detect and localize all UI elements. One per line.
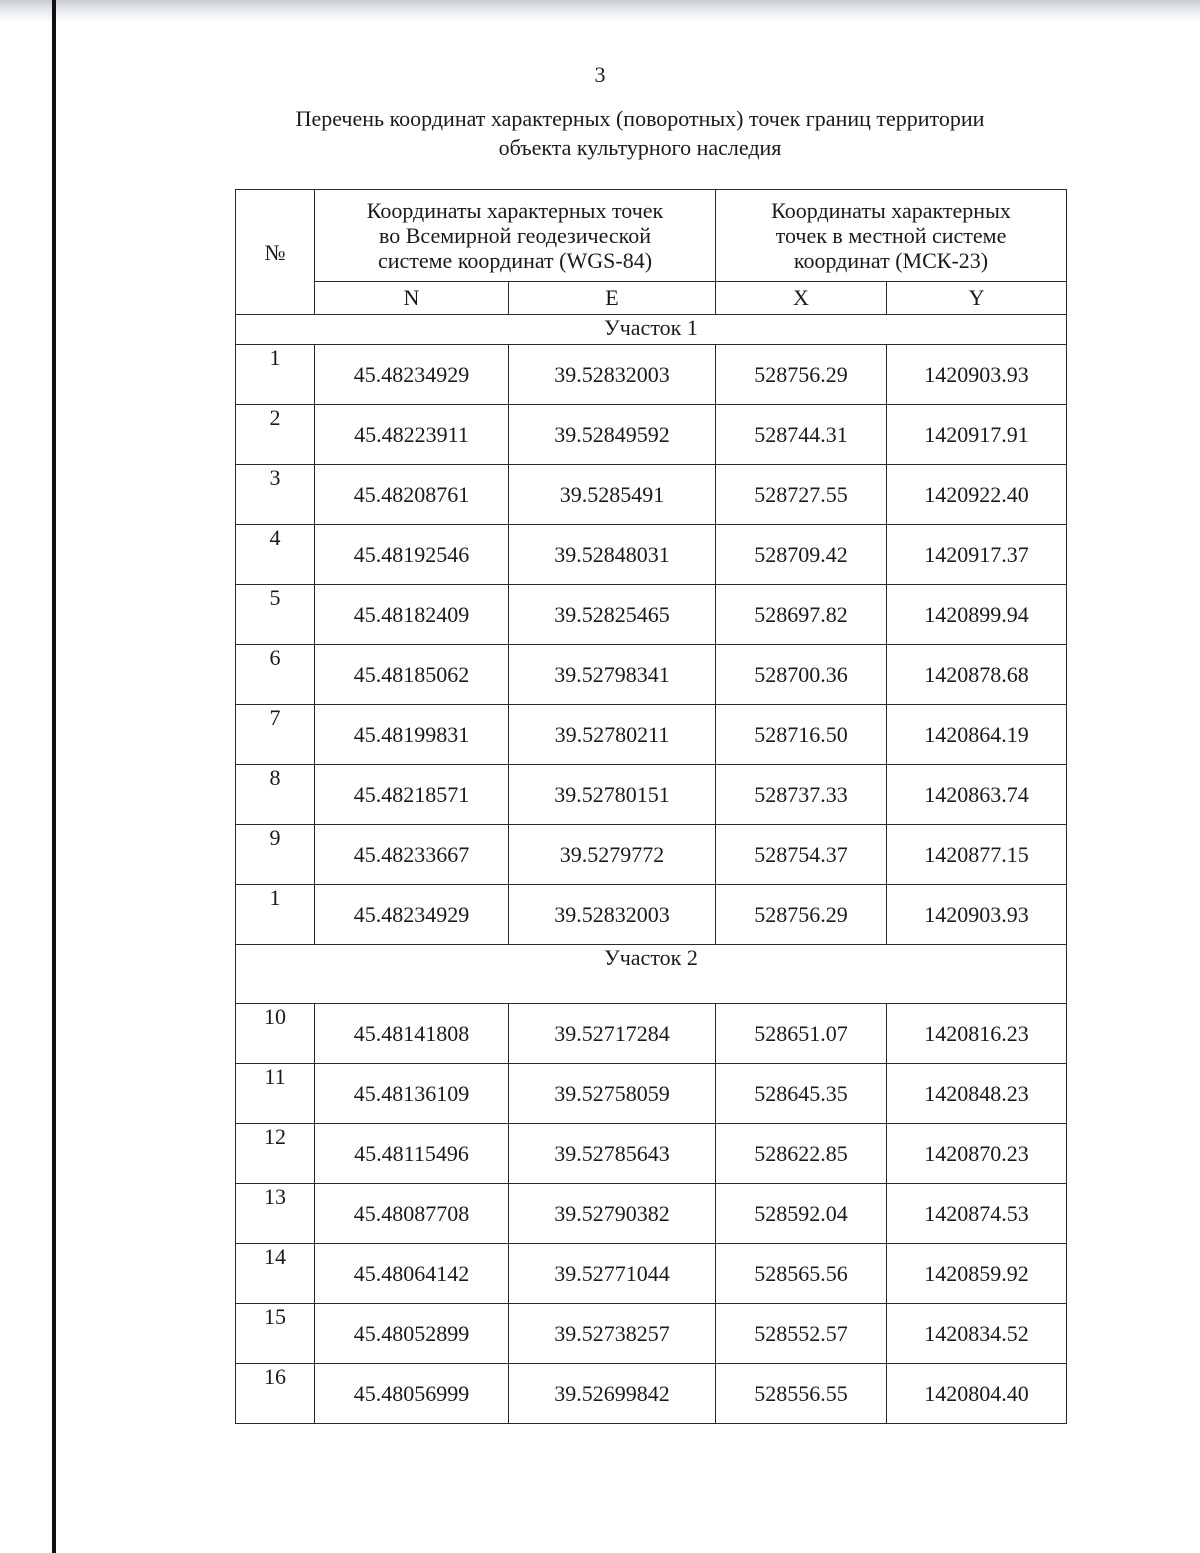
coord-n: 45.48136109: [315, 1064, 509, 1124]
binding-line: [52, 0, 56, 1553]
coord-e: 39.52699842: [509, 1364, 716, 1424]
coord-x: 528744.31: [716, 405, 887, 465]
coord-y: 1420864.19: [887, 705, 1067, 765]
point-number: 7: [236, 705, 315, 765]
document-title-line-2: объекта культурного наследия: [498, 135, 782, 160]
header-y: Y: [887, 282, 1067, 315]
table-row: [236, 405, 1067, 465]
point-number: 5: [236, 585, 315, 645]
header-wgs84-line: Координаты характерных точек: [366, 198, 664, 223]
coord-y: 1420903.93: [887, 885, 1067, 945]
header-row-axes: [236, 282, 1067, 315]
point-number: 11: [236, 1064, 315, 1124]
coord-y: 1420816.23: [887, 1004, 1067, 1064]
coord-n: 45.48115496: [315, 1124, 509, 1184]
point-number: 8: [236, 765, 315, 825]
header-msk23-line: точек в местной системе: [775, 223, 1007, 248]
coord-y: 1420877.15: [887, 825, 1067, 885]
table-row: [236, 825, 1067, 885]
coord-x: 528756.29: [716, 885, 887, 945]
header-wgs84-line: системе координат (WGS-84): [377, 248, 653, 273]
coord-e: 39.52825465: [509, 585, 716, 645]
point-number: 10: [236, 1004, 315, 1064]
coord-x: 528552.57: [716, 1304, 887, 1364]
header-wgs84-line: во Всемирной геодезической: [379, 223, 651, 248]
coord-n: 45.48233667: [315, 825, 509, 885]
section-row: [236, 315, 1067, 345]
coord-e: 39.52832003: [509, 345, 716, 405]
coord-n: 45.48223911: [315, 405, 509, 465]
coord-n: 45.48182409: [315, 585, 509, 645]
coord-n: 45.48064142: [315, 1244, 509, 1304]
coord-n: 45.48087708: [315, 1184, 509, 1244]
table-row: [236, 525, 1067, 585]
page-number: 3: [594, 62, 606, 87]
header-row-main: [236, 190, 1067, 282]
coord-e: 39.52790382: [509, 1184, 716, 1244]
coord-x: 528700.36: [716, 645, 887, 705]
table-row: [236, 585, 1067, 645]
coord-x: 528737.33: [716, 765, 887, 825]
header-x: X: [716, 282, 887, 315]
table-body: [236, 315, 1067, 1424]
coord-y: 1420848.23: [887, 1064, 1067, 1124]
coord-y: 1420917.91: [887, 405, 1067, 465]
coord-e: 39.5279772: [509, 825, 716, 885]
coord-n: 45.48192546: [315, 525, 509, 585]
coordinates-table: [235, 189, 1067, 1424]
table-row: [236, 645, 1067, 705]
coord-x: 528727.55: [716, 465, 887, 525]
coord-x: 528592.04: [716, 1184, 887, 1244]
coord-y: 1420917.37: [887, 525, 1067, 585]
coord-e: 39.52780151: [509, 765, 716, 825]
coord-e: 39.52849592: [509, 405, 716, 465]
header-wgs84: [315, 190, 716, 282]
table-row: [236, 1184, 1067, 1244]
coord-x: 528651.07: [716, 1004, 887, 1064]
coord-n: 45.48141808: [315, 1004, 509, 1064]
header-number: №: [236, 190, 315, 315]
document-title: [200, 104, 1080, 162]
coord-e: 39.52798341: [509, 645, 716, 705]
coord-y: 1420878.68: [887, 645, 1067, 705]
coord-x: 528756.29: [716, 345, 887, 405]
coord-x: 528697.82: [716, 585, 887, 645]
coord-x: 528556.55: [716, 1364, 887, 1424]
coord-e: 39.52717284: [509, 1004, 716, 1064]
table-row: [236, 1124, 1067, 1184]
coord-e: 39.52780211: [509, 705, 716, 765]
point-number: 6: [236, 645, 315, 705]
coord-n: 45.48199831: [315, 705, 509, 765]
coord-x: 528622.85: [716, 1124, 887, 1184]
table-row: [236, 1004, 1067, 1064]
scan-edge-shadow: [0, 0, 1200, 22]
coord-n: 45.48234929: [315, 345, 509, 405]
header-msk23-line: Координаты характерных: [771, 198, 1011, 223]
coord-y: 1420863.74: [887, 765, 1067, 825]
point-number: 2: [236, 405, 315, 465]
coord-y: 1420870.23: [887, 1124, 1067, 1184]
table-row: [236, 1304, 1067, 1364]
point-number: 15: [236, 1304, 315, 1364]
coord-y: 1420859.92: [887, 1244, 1067, 1304]
header-msk23: [716, 190, 1067, 282]
document-title-line-1: Перечень координат характерных (поворотных) точек границ территории: [295, 106, 985, 131]
point-number: 12: [236, 1124, 315, 1184]
coord-x: 528645.35: [716, 1064, 887, 1124]
table-row: [236, 345, 1067, 405]
coord-y: 1420804.40: [887, 1364, 1067, 1424]
point-number: 4: [236, 525, 315, 585]
coord-x: 528709.42: [716, 525, 887, 585]
point-number: 13: [236, 1184, 315, 1244]
coord-y: 1420922.40: [887, 465, 1067, 525]
coord-n: 45.48234929: [315, 885, 509, 945]
table-row: [236, 1244, 1067, 1304]
table-row: [236, 705, 1067, 765]
coord-e: 39.52832003: [509, 885, 716, 945]
header-e: E: [509, 282, 716, 315]
coord-e: 39.52738257: [509, 1304, 716, 1364]
coord-n: 45.48208761: [315, 465, 509, 525]
coord-y: 1420834.52: [887, 1304, 1067, 1364]
coord-n: 45.48185062: [315, 645, 509, 705]
point-number: 9: [236, 825, 315, 885]
table-row: [236, 1064, 1067, 1124]
coord-e: 39.52771044: [509, 1244, 716, 1304]
table-row: [236, 765, 1067, 825]
header-n: N: [315, 282, 509, 315]
coord-y: 1420874.53: [887, 1184, 1067, 1244]
coord-e: 39.52848031: [509, 525, 716, 585]
section-row: [236, 945, 1067, 1004]
point-number: 1: [236, 345, 315, 405]
coord-e: 39.5285491: [509, 465, 716, 525]
coord-x: 528565.56: [716, 1244, 887, 1304]
header-msk23-line: координат (МСК-23): [793, 248, 989, 273]
coord-x: 528716.50: [716, 705, 887, 765]
coord-e: 39.52785643: [509, 1124, 716, 1184]
section-label: Участок 2: [236, 945, 1067, 1004]
coord-n: 45.48218571: [315, 765, 509, 825]
section-label: Участок 1: [236, 315, 1067, 345]
coord-n: 45.48052899: [315, 1304, 509, 1364]
table-header: [236, 190, 1067, 315]
table-row: [236, 1364, 1067, 1424]
coord-y: 1420903.93: [887, 345, 1067, 405]
table-row: [236, 885, 1067, 945]
point-number: 1: [236, 885, 315, 945]
point-number: 16: [236, 1364, 315, 1424]
coord-n: 45.48056999: [315, 1364, 509, 1424]
coord-y: 1420899.94: [887, 585, 1067, 645]
point-number: 3: [236, 465, 315, 525]
point-number: 14: [236, 1244, 315, 1304]
coord-x: 528754.37: [716, 825, 887, 885]
table-row: [236, 465, 1067, 525]
coord-e: 39.52758059: [509, 1064, 716, 1124]
